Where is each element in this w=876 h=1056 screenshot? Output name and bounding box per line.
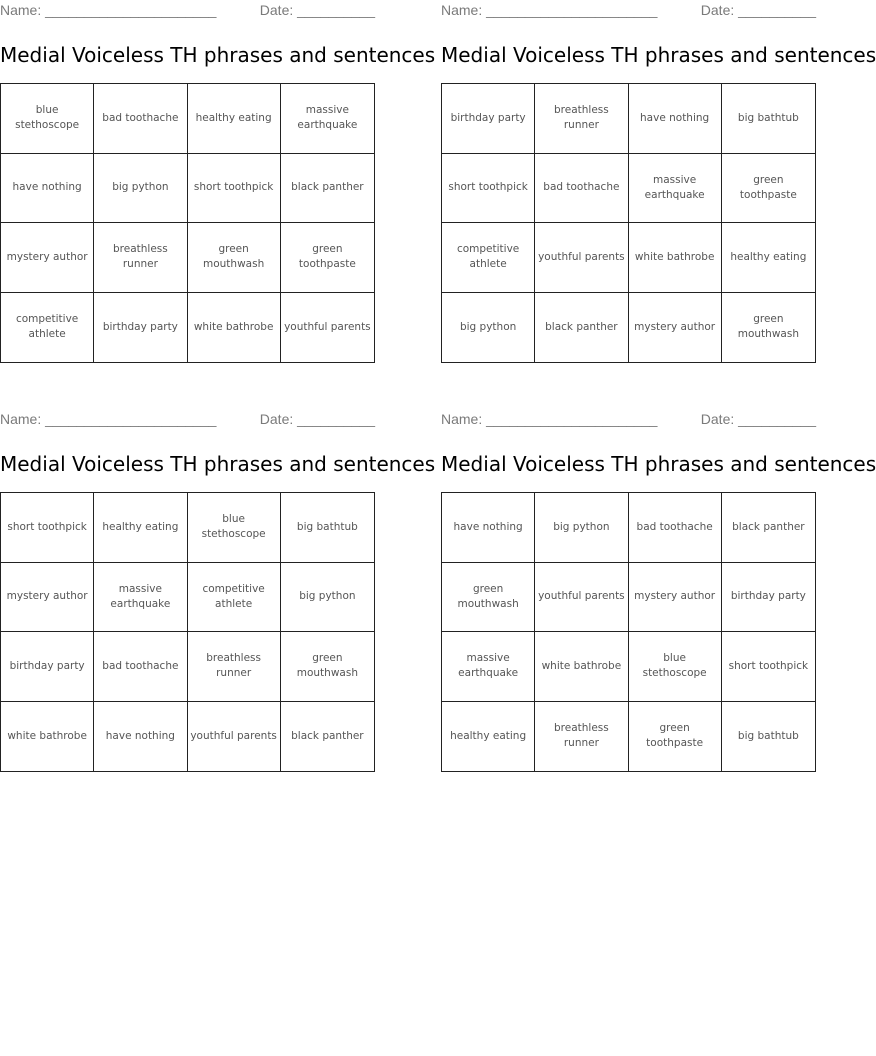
bingo-cell: massive earthquake [629, 154, 722, 224]
bingo-cell: have nothing [442, 493, 535, 563]
bingo-cell: big python [281, 563, 374, 633]
bingo-cell: white bathrobe [535, 632, 628, 702]
bingo-cell: mystery author [1, 563, 94, 633]
bingo-cell: youthful parents [188, 702, 281, 772]
bingo-cell: black panther [722, 493, 815, 563]
name-date-row [0, 409, 375, 431]
name-field-label: Name: ______________________ [441, 2, 658, 18]
bingo-cell: youthful parents [535, 223, 628, 293]
bingo-cell: mystery author [629, 293, 722, 363]
bingo-card [441, 409, 876, 750]
bingo-cell: healthy eating [188, 84, 281, 154]
date-field-label: Date: __________ [700, 2, 816, 18]
bingo-cell: short toothpick [442, 154, 535, 224]
bingo-cell: blue stethoscope [188, 493, 281, 563]
bingo-cell: competitive athlete [1, 293, 94, 363]
bingo-cell: mystery author [1, 223, 94, 293]
bingo-cell: competitive athlete [442, 223, 535, 293]
bingo-cell: breathless runner [94, 223, 187, 293]
card-title: Medial Voiceless TH phrases and sentences [0, 43, 436, 67]
bingo-cell: bad toothache [94, 632, 187, 702]
bingo-cell: breathless runner [188, 632, 281, 702]
bingo-cell: birthday party [722, 563, 815, 633]
name-date-row [0, 0, 375, 22]
bingo-grid [441, 83, 816, 363]
bingo-cell: short toothpick [722, 632, 815, 702]
bingo-cell: short toothpick [188, 154, 281, 224]
card-title: Medial Voiceless TH phrases and sentences [0, 452, 436, 476]
bingo-cell: green toothpaste [281, 223, 374, 293]
bingo-cell: breathless runner [535, 84, 628, 154]
bingo-cell: massive earthquake [94, 563, 187, 633]
bingo-cell: big bathtub [722, 84, 815, 154]
bingo-cell: white bathrobe [188, 293, 281, 363]
bingo-card [441, 0, 876, 341]
bingo-grid [441, 492, 816, 772]
bingo-cell: have nothing [1, 154, 94, 224]
bingo-cell: green mouthwash [737, 313, 799, 341]
bingo-cell: blue stethoscope [629, 632, 722, 702]
name-field-label: Name: ______________________ [441, 411, 658, 427]
bingo-grid [0, 492, 375, 772]
bingo-cell: bad toothache [94, 84, 187, 154]
bingo-cell: birthday party [94, 293, 187, 363]
bingo-cell: big bathtub [281, 493, 374, 563]
date-field-label: Date: __________ [259, 411, 375, 427]
bingo-cell: big python [535, 493, 628, 563]
bingo-cell: black panther [281, 154, 374, 224]
name-date-row [441, 409, 816, 431]
bingo-cell: green toothpaste [722, 154, 815, 224]
bingo-cell: youthful parents [284, 320, 371, 333]
name-field-label: Name: ______________________ [0, 411, 217, 427]
bingo-cell: have nothing [94, 702, 187, 772]
bingo-cell: white bathrobe [1, 702, 94, 772]
bingo-cell: breathless runner [535, 702, 628, 772]
bingo-grid [0, 83, 375, 363]
bingo-cell: youthful parents [535, 563, 628, 633]
bingo-cell: birthday party [442, 84, 535, 154]
bingo-cell: competitive athlete [188, 563, 281, 633]
bingo-cell: massive earthquake [281, 84, 374, 154]
bingo-cell: healthy eating [442, 702, 535, 772]
bingo-cell: black panther [535, 293, 628, 363]
name-field-label: Name: ______________________ [0, 2, 217, 18]
bingo-cell: healthy eating [722, 223, 815, 293]
date-field-label: Date: __________ [700, 411, 816, 427]
bingo-card [0, 409, 436, 742]
bingo-cell: green toothpaste [629, 702, 722, 772]
bingo-cell: massive earthquake [442, 632, 535, 702]
bingo-cell: short toothpick [1, 493, 94, 563]
bingo-cell: blue stethoscope [1, 84, 94, 154]
bingo-cell: white bathrobe [629, 223, 722, 293]
bingo-cell: healthy eating [94, 493, 187, 563]
bingo-cell: mystery author [629, 563, 722, 633]
bingo-cell: green mouthwash [281, 632, 374, 702]
bingo-cell: have nothing [629, 84, 722, 154]
date-field-label: Date: __________ [259, 2, 375, 18]
bingo-cell: black panther [291, 729, 364, 742]
bingo-cell: birthday party [1, 632, 94, 702]
bingo-cell: big python [94, 154, 187, 224]
bingo-cell: big bathtub [737, 729, 799, 742]
bingo-cell: bad toothache [535, 154, 628, 224]
bingo-cell: big python [442, 293, 535, 363]
card-title: Medial Voiceless TH phrases and sentences [441, 452, 876, 476]
bingo-cell: green mouthwash [188, 223, 281, 293]
name-date-row [441, 0, 816, 22]
bingo-cell: bad toothache [629, 493, 722, 563]
bingo-card [0, 0, 436, 341]
card-title: Medial Voiceless TH phrases and sentences [441, 43, 876, 67]
bingo-cell: green mouthwash [442, 563, 535, 633]
